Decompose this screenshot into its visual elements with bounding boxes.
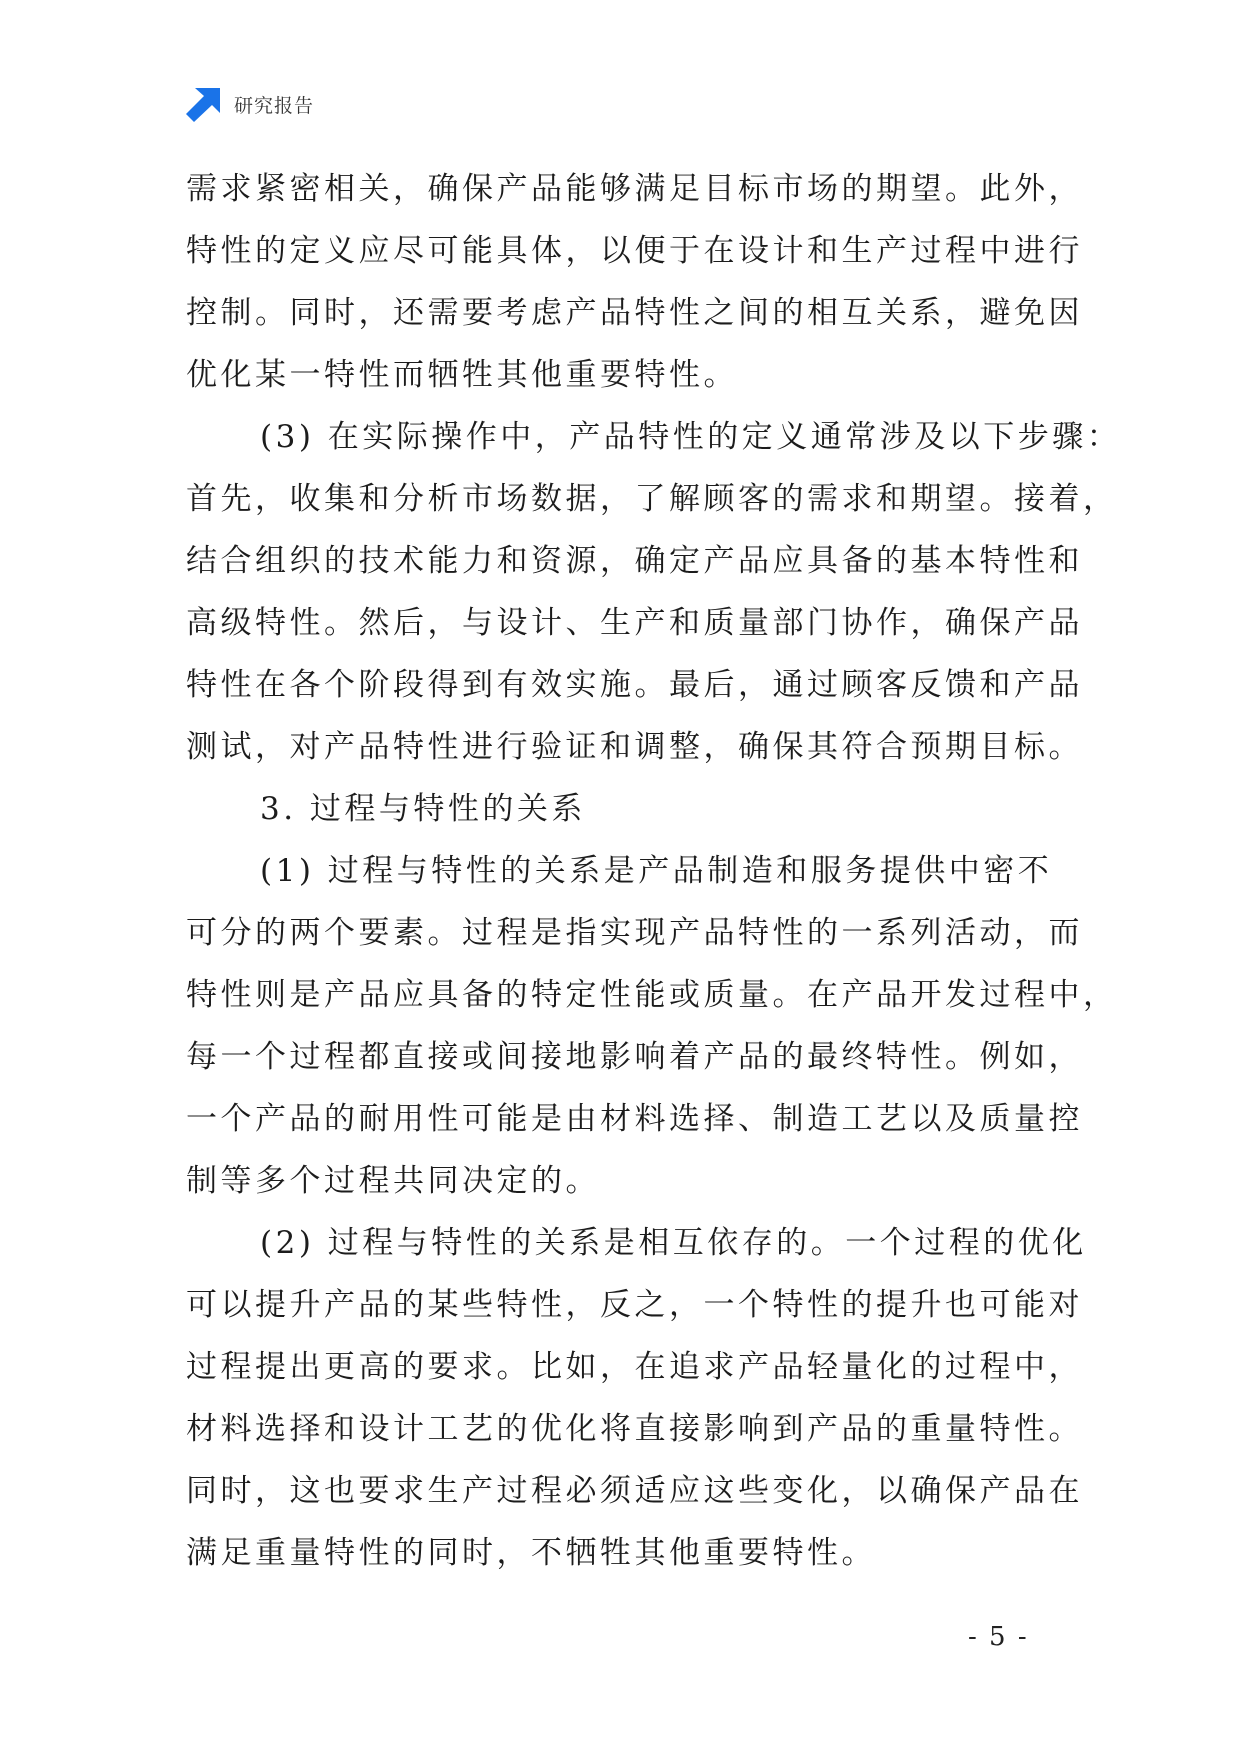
text-line: 优化某一特性而牺牲其他重要特性。: [186, 357, 738, 393]
arrow-up-right-icon: [186, 86, 222, 122]
text-line: 过程提出更高的要求。比如，在追求产品轻量化的过程中，: [186, 1349, 1083, 1385]
text-line: 材料选择和设计工艺的优化将直接影响到产品的重量特性。: [186, 1411, 1083, 1447]
text-line: 可分的两个要素。过程是指实现产品特性的一系列活动，而: [186, 915, 1083, 951]
header-title: 研究报告: [234, 94, 315, 117]
text-line: 可以提升产品的某些特性，反之，一个特性的提升也可能对: [186, 1287, 1083, 1323]
text-line: 同时，这也要求生产过程必须适应这些变化，以确保产品在: [186, 1473, 1083, 1509]
text-line: 满足重量特性的同时，不牺牲其他重要特性。: [186, 1535, 876, 1571]
section-heading: 3. 过程与特性的关系: [260, 791, 586, 827]
text-line: 控制。同时，还需要考虑产品特性之间的相互关系，避免因: [186, 295, 1083, 331]
page-number: - 5 -: [968, 1622, 1029, 1652]
paragraph-start-line: (3) 在实际操作中，产品特性的定义通常涉及以下步骤：: [260, 419, 1122, 455]
document-body: [186, 158, 1122, 1584]
text-line: 制等多个过程共同决定的。: [186, 1163, 600, 1199]
text-line: 每一个过程都直接或间接地影响着产品的最终特性。例如，: [186, 1039, 1083, 1075]
text-line: 特性在各个阶段得到有效实施。最后，通过顾客反馈和产品: [186, 667, 1083, 703]
text-line: 特性则是产品应具备的特定性能或质量。在产品开发过程中，: [186, 977, 1118, 1013]
text-line: 测试，对产品特性进行验证和调整，确保其符合预期目标。: [186, 729, 1083, 765]
text-line: 特性的定义应尽可能具体，以便于在设计和生产过程中进行: [186, 233, 1083, 269]
paragraph-start-line: (2) 过程与特性的关系是相互依存的。一个过程的优化: [260, 1225, 1087, 1261]
text-line: 首先，收集和分析市场数据，了解顾客的需求和期望。接着，: [186, 481, 1118, 517]
text-line: 高级特性。然后，与设计、生产和质量部门协作，确保产品: [186, 605, 1083, 641]
text-line: 结合组织的技术能力和资源，确定产品应具备的基本特性和: [186, 543, 1083, 579]
paragraph-start-line: (1) 过程与特性的关系是产品制造和服务提供中密不: [260, 853, 1053, 889]
report-header: [186, 86, 314, 122]
text-line: 一个产品的耐用性可能是由材料选择、制造工艺以及质量控: [186, 1101, 1083, 1137]
text-line: 需求紧密相关，确保产品能够满足目标市场的期望。此外，: [186, 171, 1083, 207]
